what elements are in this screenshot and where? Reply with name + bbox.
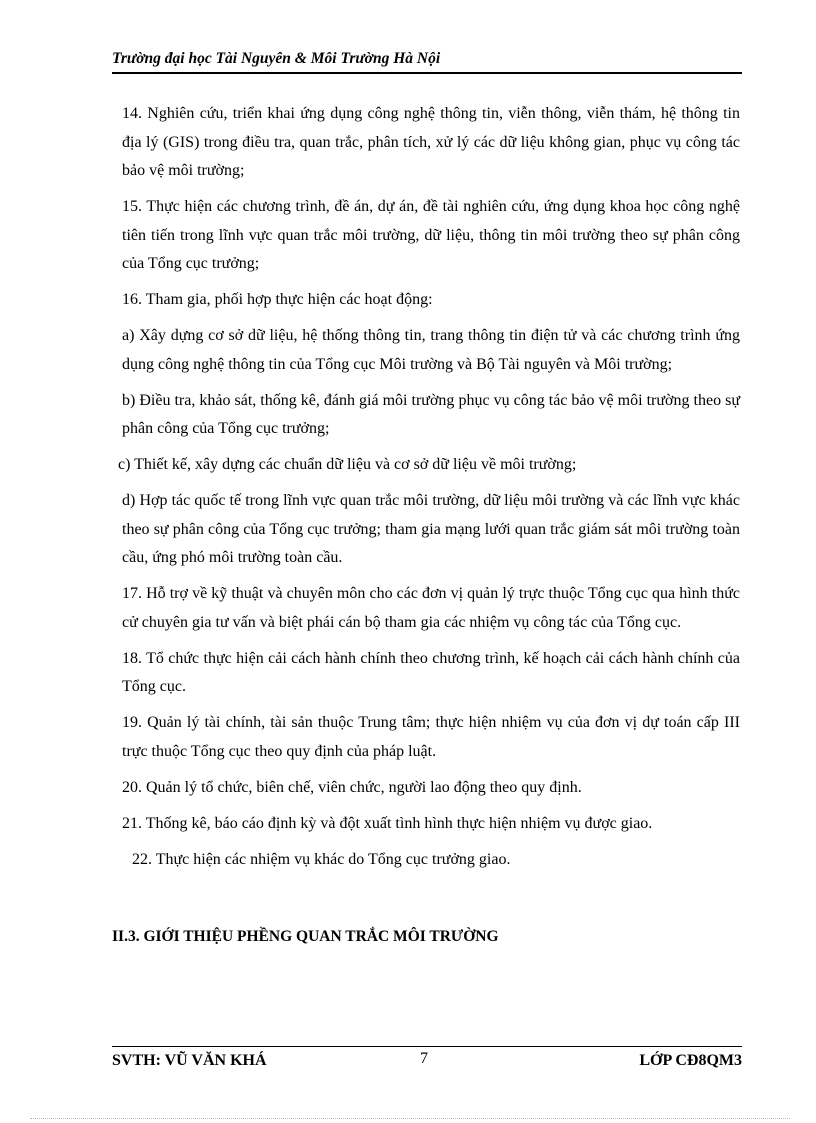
page-bottom-divider — [30, 1118, 790, 1119]
page-header-title: Trường đại học Tài Nguyên & Môi Trường Hà Nội — [112, 50, 441, 67]
footer-class: LỚP CĐ8QM3 — [639, 1052, 742, 1069]
paragraph-14: 14. Nghiên cứu, triển khai ứng dụng công nghệ thông tin, viễn thông, viễn thám, hệ thông tin địa lý (GIS) trong điều tra, quan trắc, phân tích, xử lý các dữ liệu không gian, phục vụ công tác bảo vệ môi trường; — [122, 105, 740, 179]
paragraph-16c: c) Thiết kế, xây dựng các chuẩn dữ liệu và cơ sở dữ liệu về môi trường; — [118, 456, 577, 473]
header-rule — [112, 72, 742, 74]
paragraph-16: 16. Tham gia, phối hợp thực hiện các hoạt động: — [122, 291, 433, 308]
paragraph-18: 18. Tổ chức thực hiện cải cách hành chính theo chương trình, kế hoạch cải cách hành chính của Tổng cục. — [122, 649, 740, 695]
paragraph-16d: d) Hợp tác quốc tế trong lĩnh vực quan trắc môi trường, dữ liệu môi trường và các lĩnh vực khác theo sự phân công của Tổng cục trưởng; tham gia mạng lưới quan trắc giám sát môi trường toàn cầu, ứng phó môi trường toàn cầu. — [122, 492, 740, 566]
paragraph-19: 19. Quản lý tài chính, tài sản thuộc Trung tâm; thực hiện nhiệm vụ của đơn vị dự toán cấp III trực thuộc Tổng cục theo quy định của pháp luật. — [122, 714, 740, 760]
paragraph-20: 20. Quản lý tổ chức, biên chế, viên chức, người lao động theo quy định. — [122, 778, 582, 796]
page-number: 7 — [420, 1050, 428, 1067]
paragraph-16a: a) Xây dựng cơ sở dữ liệu, hệ thống thông tin, trang thông tin điện tử và các chương trình ứng dụng công nghệ thông tin của Tổng cục Môi trường và Bộ Tài nguyên và Môi trường; — [122, 327, 740, 373]
document-body — [118, 100, 740, 882]
paragraph-16b: b) Điều tra, khảo sát, thống kê, đánh giá môi trường phục vụ công tác bảo vệ môi trường theo sự phân công của Tổng cục trưởng; — [122, 391, 740, 437]
paragraph-21: 21. Thống kê, báo cáo định kỳ và đột xuất tình hình thực hiện nhiệm vụ được giao. — [122, 814, 653, 832]
section-heading: II.3. GIỚI THIỆU PHỀNG QUAN TRẮC MÔI TRƯỜNG — [112, 928, 499, 945]
paragraph-15: 15. Thực hiện các chương trình, đề án, dự án, đề tài nghiên cứu, ứng dụng khoa học công nghệ tiên tiến trong lĩnh vực quan trắc môi trường, dữ liệu, thông tin môi trường theo sự phân công của Tổng cục trưởng; — [122, 198, 740, 272]
footer-rule — [112, 1046, 742, 1047]
paragraph-17: 17. Hỗ trợ về kỹ thuật và chuyên môn cho các đơn vị quản lý trực thuộc Tổng cục qua hình thức cử chuyên gia tư vấn và biệt phái cán bộ tham gia các nhiệm vụ công tác của Tổng cục. — [122, 585, 740, 631]
paragraph-22: 22. Thực hiện các nhiệm vụ khác do Tổng cục trưởng giao. — [132, 850, 511, 868]
footer-student: SVTH: VŨ VĂN KHÁ — [112, 1052, 267, 1069]
